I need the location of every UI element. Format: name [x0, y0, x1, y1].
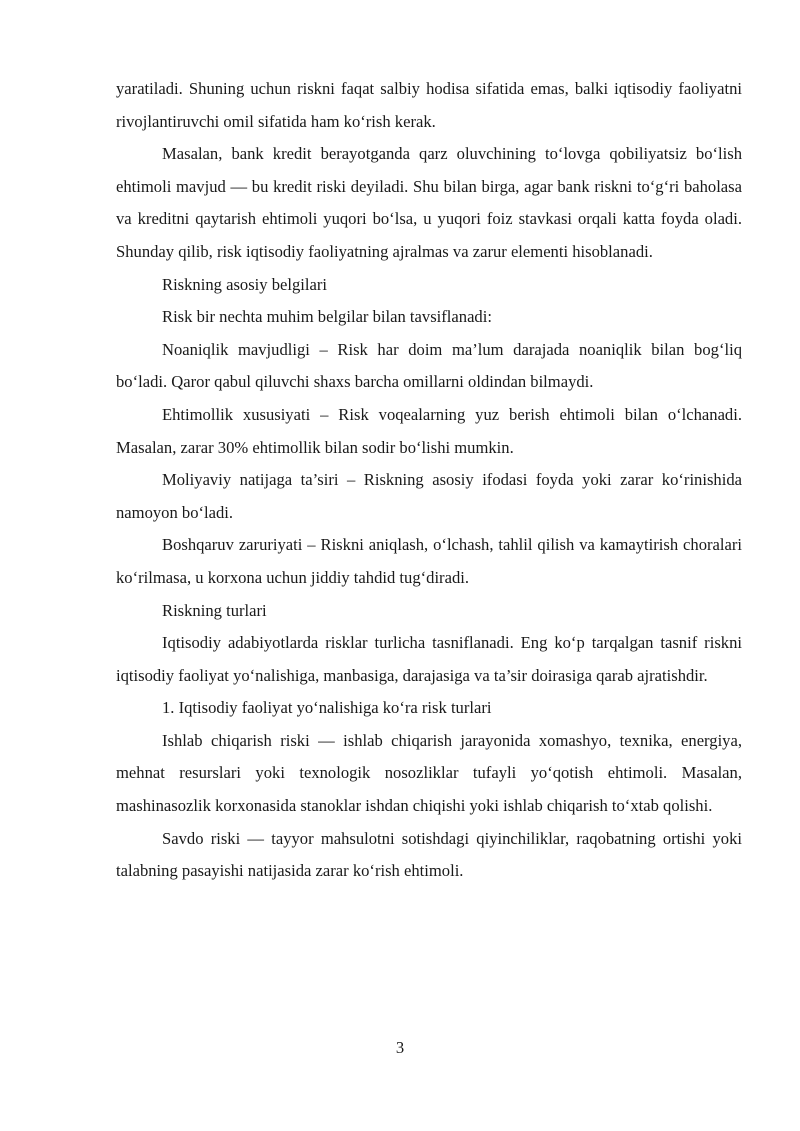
paragraph-management: Boshqaruv zaruriyati – Riskni aniqlash, oʻlchash, tahlil qilish va kamaytirish choralari koʻrilmasa, u korxona uchun jiddiy tahdid tugʻdiradi.: [116, 535, 742, 587]
page-number: 3: [395, 1038, 405, 1057]
paragraph-bank-example: Masalan, bank kredit berayotganda qarz oluvchining toʻlovga qobiliyatsiz boʻlish ehtimoli mavjud — bu kredit riski deyiladi. Shu bilan birga, agar bank riskni toʻgʻri baholasa va kreditni qaytarish ehtimoli yuqori boʻlsa, u yuqori foiz stavkasi orqali katta foyda oladi. Shunday qilib, risk iqtisodiy faoliyatning ajralmas va zarur elementi hisoblanadi.: [116, 144, 742, 261]
paragraph-probability: Ehtimollik xususiyati – Risk voqealarning yuz berish ehtimoli bilan oʻlchanadi. Masalan, zarar 30% ehtimollik bilan sodir boʻlishi mumkin.: [116, 404, 742, 457]
subsection-heading-activity: 1. Iqtisodiy faoliyat yoʻnalishiga koʻra risk turlari: [162, 698, 492, 718]
paragraph-intro-signs: Risk bir nechta muhim belgilar bilan tavsiflanadi:: [162, 307, 492, 327]
paragraph-classification: Iqtisodiy adabiyotlarda risklar turlicha tasniflanadi. Eng koʻp tarqalgan tasnif riskni iqtisodiy faoliyat yoʻnalishiga, manbasiga, darajasiga va ta’sir doirasiga qarab ajratishdir.: [116, 633, 742, 685]
paragraph-trade-risk: Savdo riski — tayyor mahsulotni sotishdagi qiyinchiliklar, raqobatning ortishi yoki talabning pasayishi natijasida zarar koʻrish ehtimoli.: [116, 828, 742, 881]
section-heading-types: Riskning turlari: [162, 600, 267, 620]
paragraph-financial-impact: Moliyaviy natijaga ta’siri – Riskning asosiy ifodasi foyda yoki zarar koʻrinishida namoyon boʻladi.: [116, 470, 742, 522]
body-text: [116, 73, 742, 888]
paragraph-continuation: yaratiladi. Shuning uchun riskni faqat salbiy hodisa sifatida emas, balki iqtisodiy faoliyatni rivojlantiruvchi omil sifatida ham koʻrish kerak.: [116, 79, 742, 131]
paragraph-uncertainty: Noaniqlik mavjudligi – Risk har doim ma’lum darajada noaniqlik bilan bogʻliq boʻladi. Qaror qabul qiluvchi shaxs barcha omillarni oldindan bilmaydi.: [116, 339, 742, 392]
section-heading-signs: Riskning asosiy belgilari: [162, 274, 328, 294]
paragraph-production-risk: Ishlab chiqarish riski — ishlab chiqarish jarayonida xomashyo, texnika, energiya, mehnat resurslari yoki texnologik nosozliklar tufayli yoʻqotish ehtimoli. Masalan, mashinasozlik korxonasida stanoklar ishdan chiqishi yoki ishlab chiqarish toʻxtab qolishi.: [116, 730, 742, 816]
